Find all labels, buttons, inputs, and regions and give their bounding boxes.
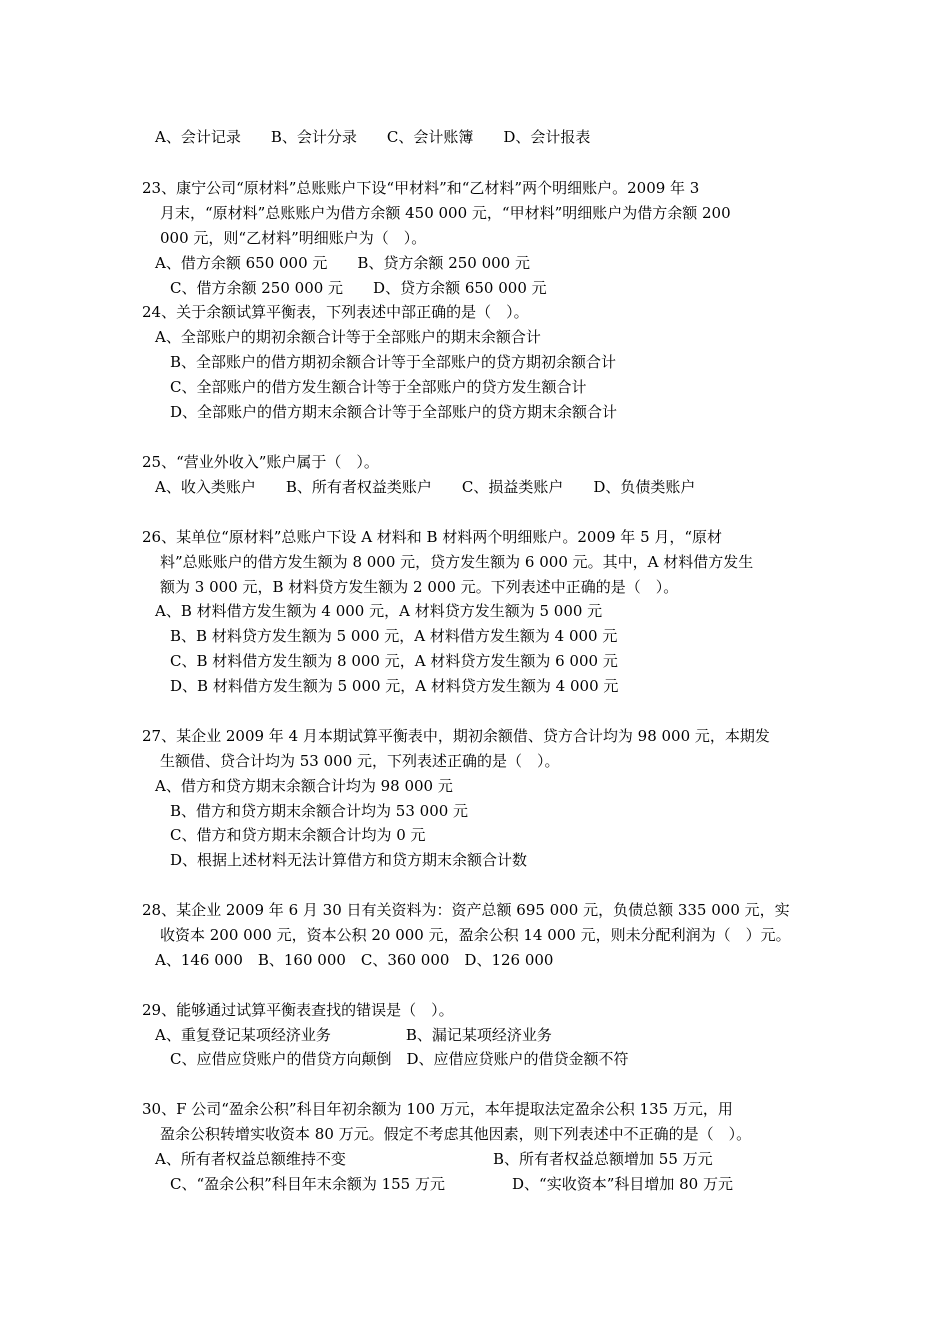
q26-option-b: B、B 材料贷方发生额为 5 000 元，A 材料借方发生额为 4 000 元 bbox=[170, 627, 618, 645]
q27-option-d: D、根据上述材料无法计算借方和贷方期末余额合计数 bbox=[170, 851, 528, 869]
q29-stem: 29、能够通过试算平衡表查找的错误是（ ）。 bbox=[142, 1001, 454, 1019]
q24-option-a: A、全部账户的期初余额合计等于全部账户的期末余额合计 bbox=[155, 328, 541, 346]
q30-stem-line-1: 30、F 公司“盈余公积”科目年初余额为 100 万元，本年提取法定盈余公积 135 万元，用 bbox=[142, 1100, 733, 1118]
q26-option-a: A、B 材料借方发生额为 4 000 元，A 材料贷方发生额为 5 000 元 bbox=[155, 602, 603, 620]
q24-option-d: D、全部账户的借方期末余额合计等于全部账户的贷方期末余额合计 bbox=[170, 403, 618, 421]
q29-options-ab: A、重复登记某项经济业务 B、漏记某项经济业务 bbox=[155, 1026, 552, 1044]
q27-option-b: B、借方和贷方期末余额合计均为 53 000 元 bbox=[170, 802, 469, 820]
q25-stem: 25、“营业外收入”账户属于（ ）。 bbox=[142, 453, 379, 471]
q25-options: A、收入类账户 B、所有者权益类账户 C、损益类账户 D、负债类账户 bbox=[155, 478, 696, 496]
q28-stem-line-1: 28、某企业 2009 年 6 月 30 日有关资料为：资产总额 695 000 元，负债总额 335 000 元，实 bbox=[142, 901, 790, 919]
q30-option-d: D、“实收资本”科目增加 80 万元 bbox=[512, 1175, 733, 1193]
q23-stem-line-2: 月末，“原材料”总账账户为借方余额 450 000 元，“甲材料”明细账户为借方余额 200 bbox=[160, 204, 731, 222]
q26-option-d: D、B 材料借方发生额为 5 000 元，A 材料贷方发生额为 4 000 元 bbox=[170, 677, 619, 695]
q30-option-b: B、所有者权益总额增加 55 万元 bbox=[493, 1150, 713, 1168]
q24-option-c: C、全部账户的借方发生额合计等于全部账户的贷方发生额合计 bbox=[170, 378, 587, 396]
q27-option-c: C、借方和贷方期末余额合计均为 0 元 bbox=[170, 826, 426, 844]
q23-options-ab: A、借方余额 650 000 元 B、贷方余额 250 000 元 bbox=[155, 254, 530, 272]
q27-option-a: A、借方和贷方期末余额合计均为 98 000 元 bbox=[155, 777, 453, 795]
q29-options-cd: C、应借应贷账户的借贷方向颠倒 D、应借应贷账户的借贷金额不符 bbox=[170, 1050, 629, 1068]
q28-stem-line-2: 收资本 200 000 元，资本公积 20 000 元，盈余公积 14 000 元，则未分配利润为（ ）元。 bbox=[160, 926, 791, 944]
q28-options: A、146 000 B、160 000 C、360 000 D、126 000 bbox=[155, 951, 554, 969]
q23-stem-line-3: 000 元，则“乙材料”明细账户为（ ）。 bbox=[160, 229, 427, 247]
q24-stem: 24、关于余额试算平衡表，下列表述中部正确的是（ ）。 bbox=[142, 303, 529, 321]
q26-stem-line-3: 额为 3 000 元，B 材料贷方发生额为 2 000 元。下列表述中正确的是（ ）。 bbox=[160, 578, 679, 596]
q30-stem-line-2: 盈余公积转增实收资本 80 万元。假定不考虑其他因素，则下列表述中不正确的是（ ）。 bbox=[160, 1125, 752, 1143]
q26-stem-line-1: 26、某单位“原材料”总账户下设 A 材料和 B 材料两个明细账户。2009 年 5 月，“原材 bbox=[142, 528, 723, 546]
q22-options: A、会计记录 B、会计分录 C、会计账簿 D、会计报表 bbox=[155, 128, 591, 146]
q30-option-c: C、“盈余公积”科目年末余额为 155 万元 bbox=[170, 1175, 445, 1193]
q27-stem-line-2: 生额借、贷合计均为 53 000 元，下列表述正确的是（ ）。 bbox=[160, 752, 560, 770]
q27-stem-line-1: 27、某企业 2009 年 4 月本期试算平衡表中，期初余额借、贷方合计均为 98 000 元，本期发 bbox=[142, 727, 770, 745]
q30-option-a: A、所有者权益总额维持不变 bbox=[155, 1150, 346, 1168]
q23-stem-line-1: 23、康宁公司“原材料”总账账户下设“甲材料”和“乙材料”两个明细账户。2009 年 3 bbox=[142, 179, 700, 197]
q26-option-c: C、B 材料借方发生额为 8 000 元，A 材料贷方发生额为 6 000 元 bbox=[170, 652, 618, 670]
q23-options-cd: C、借方余额 250 000 元 D、贷方余额 650 000 元 bbox=[170, 279, 547, 297]
q26-stem-line-2: 料”总账账户的借方发生额为 8 000 元，贷方发生额为 6 000 元。其中，A 材料借方发生 bbox=[160, 553, 754, 571]
q24-option-b: B、全部账户的借方期初余额合计等于全部账户的贷方期初余额合计 bbox=[170, 353, 617, 371]
